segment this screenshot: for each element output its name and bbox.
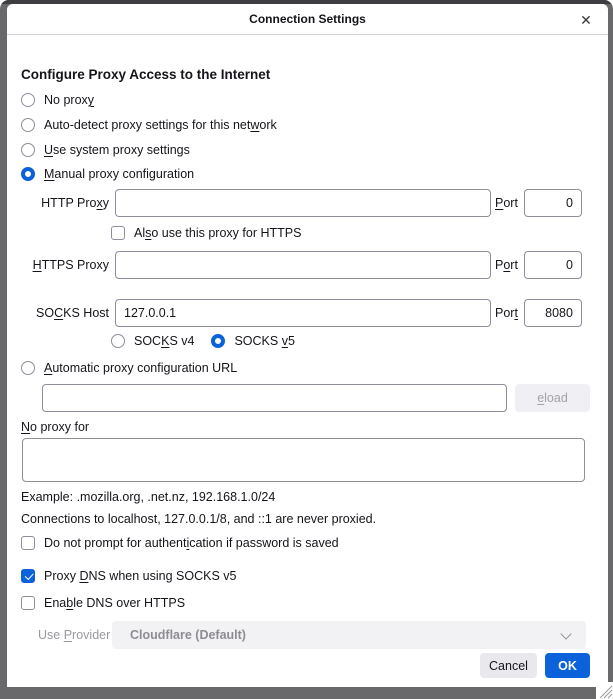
- http-port-input[interactable]: [524, 189, 582, 217]
- checkbox-icon[interactable]: [21, 596, 35, 610]
- resize-grip[interactable]: [596, 682, 613, 699]
- socks-host-label: SOCKS Host: [36, 306, 109, 320]
- http-proxy-input[interactable]: [115, 189, 491, 217]
- radio-icon[interactable]: [21, 361, 35, 375]
- http-port-label: Port: [495, 196, 518, 210]
- https-port-label: Port: [495, 258, 518, 272]
- socks-host-row: [21, 299, 594, 327]
- radio-icon[interactable]: [21, 143, 35, 157]
- provider-row: [38, 621, 586, 649]
- dialog-titlebar[interactable]: [7, 4, 608, 35]
- http-proxy-label: HTTP Proxy: [41, 196, 109, 210]
- no-proxy-for-textarea[interactable]: [22, 438, 585, 482]
- close-icon[interactable]: ✕: [574, 8, 598, 32]
- radio-label: Auto-detect proxy settings for this network: [44, 118, 277, 132]
- radio-label: Automatic proxy configuration URL: [44, 361, 238, 375]
- socks-port-input[interactable]: [524, 299, 582, 327]
- auto-url-input[interactable]: [42, 384, 507, 412]
- radio-icon[interactable]: [21, 167, 35, 181]
- https-proxy-row: [21, 251, 594, 279]
- radio-label: No proxy: [44, 93, 95, 107]
- cancel-button[interactable]: Cancel: [480, 653, 537, 678]
- reload-button[interactable]: eload: [515, 384, 590, 412]
- checkbox-label: Enable DNS over HTTPS: [44, 596, 186, 610]
- checkbox-label: Proxy DNS when using SOCKS v5: [44, 569, 237, 583]
- checkbox-icon[interactable]: [21, 569, 35, 583]
- socks-host-input[interactable]: [115, 299, 491, 327]
- auto-url-row: [42, 384, 594, 412]
- chevron-down-icon: [560, 628, 571, 639]
- dialog-footer: [480, 653, 590, 678]
- no-proxy-example: Example: .mozilla.org, .net.nz, 192.168.1.0/24: [21, 490, 276, 504]
- socks-v5-radio-icon[interactable]: [211, 334, 225, 348]
- also-https-checkbox-row[interactable]: [111, 221, 594, 245]
- radio-option-auto-detect[interactable]: [21, 113, 594, 137]
- provider-dropdown[interactable]: [112, 621, 586, 649]
- https-proxy-input[interactable]: [115, 251, 491, 279]
- use-provider-label: Use Provider: [38, 628, 111, 642]
- radio-option-auto-url[interactable]: [21, 356, 594, 380]
- radio-option-manual-proxy[interactable]: [21, 162, 594, 186]
- socks-v4-label: SOCKS v4: [134, 334, 195, 348]
- radio-icon[interactable]: [21, 118, 35, 132]
- page-header: Configure Proxy Access to the Internet: [21, 66, 271, 82]
- radio-option-system-proxy[interactable]: [21, 138, 594, 162]
- checkbox-icon[interactable]: [21, 536, 35, 550]
- no-proxy-for-label: No proxy for: [21, 420, 90, 434]
- socks-v5-label: SOCKS v5: [234, 334, 295, 348]
- https-proxy-label: HTTPS Proxy: [32, 258, 109, 272]
- radio-icon[interactable]: [21, 93, 35, 107]
- checkbox-icon[interactable]: [111, 226, 125, 240]
- proxy-dns-checkbox-row[interactable]: [21, 564, 594, 588]
- dialog-title: Connection Settings: [249, 12, 366, 26]
- provider-selected-value: Cloudflare (Default): [130, 628, 246, 642]
- no-proxy-note: Connections to localhost, 127.0.0.1/8, and ::1 are never proxied.: [21, 512, 377, 526]
- http-proxy-row: [21, 189, 594, 217]
- radio-label: Use system proxy settings: [44, 143, 190, 157]
- socks-port-label: Port: [495, 306, 518, 320]
- no-prompt-auth-checkbox-row[interactable]: [21, 531, 594, 555]
- connection-settings-dialog: [7, 4, 608, 687]
- https-port-input[interactable]: [524, 251, 582, 279]
- socks-version-row: [111, 329, 594, 353]
- ok-button[interactable]: OK: [545, 653, 590, 678]
- checkbox-label: Also use this proxy for HTTPS: [134, 226, 302, 240]
- resize-grip-lines: [596, 682, 613, 699]
- checkbox-label: Do not prompt for authentication if password is saved: [44, 536, 339, 550]
- radio-option-no-proxy[interactable]: [21, 88, 594, 112]
- enable-doh-checkbox-row[interactable]: [21, 591, 594, 615]
- socks-v4-radio-icon[interactable]: [111, 334, 125, 348]
- radio-label: Manual proxy configuration: [44, 167, 195, 181]
